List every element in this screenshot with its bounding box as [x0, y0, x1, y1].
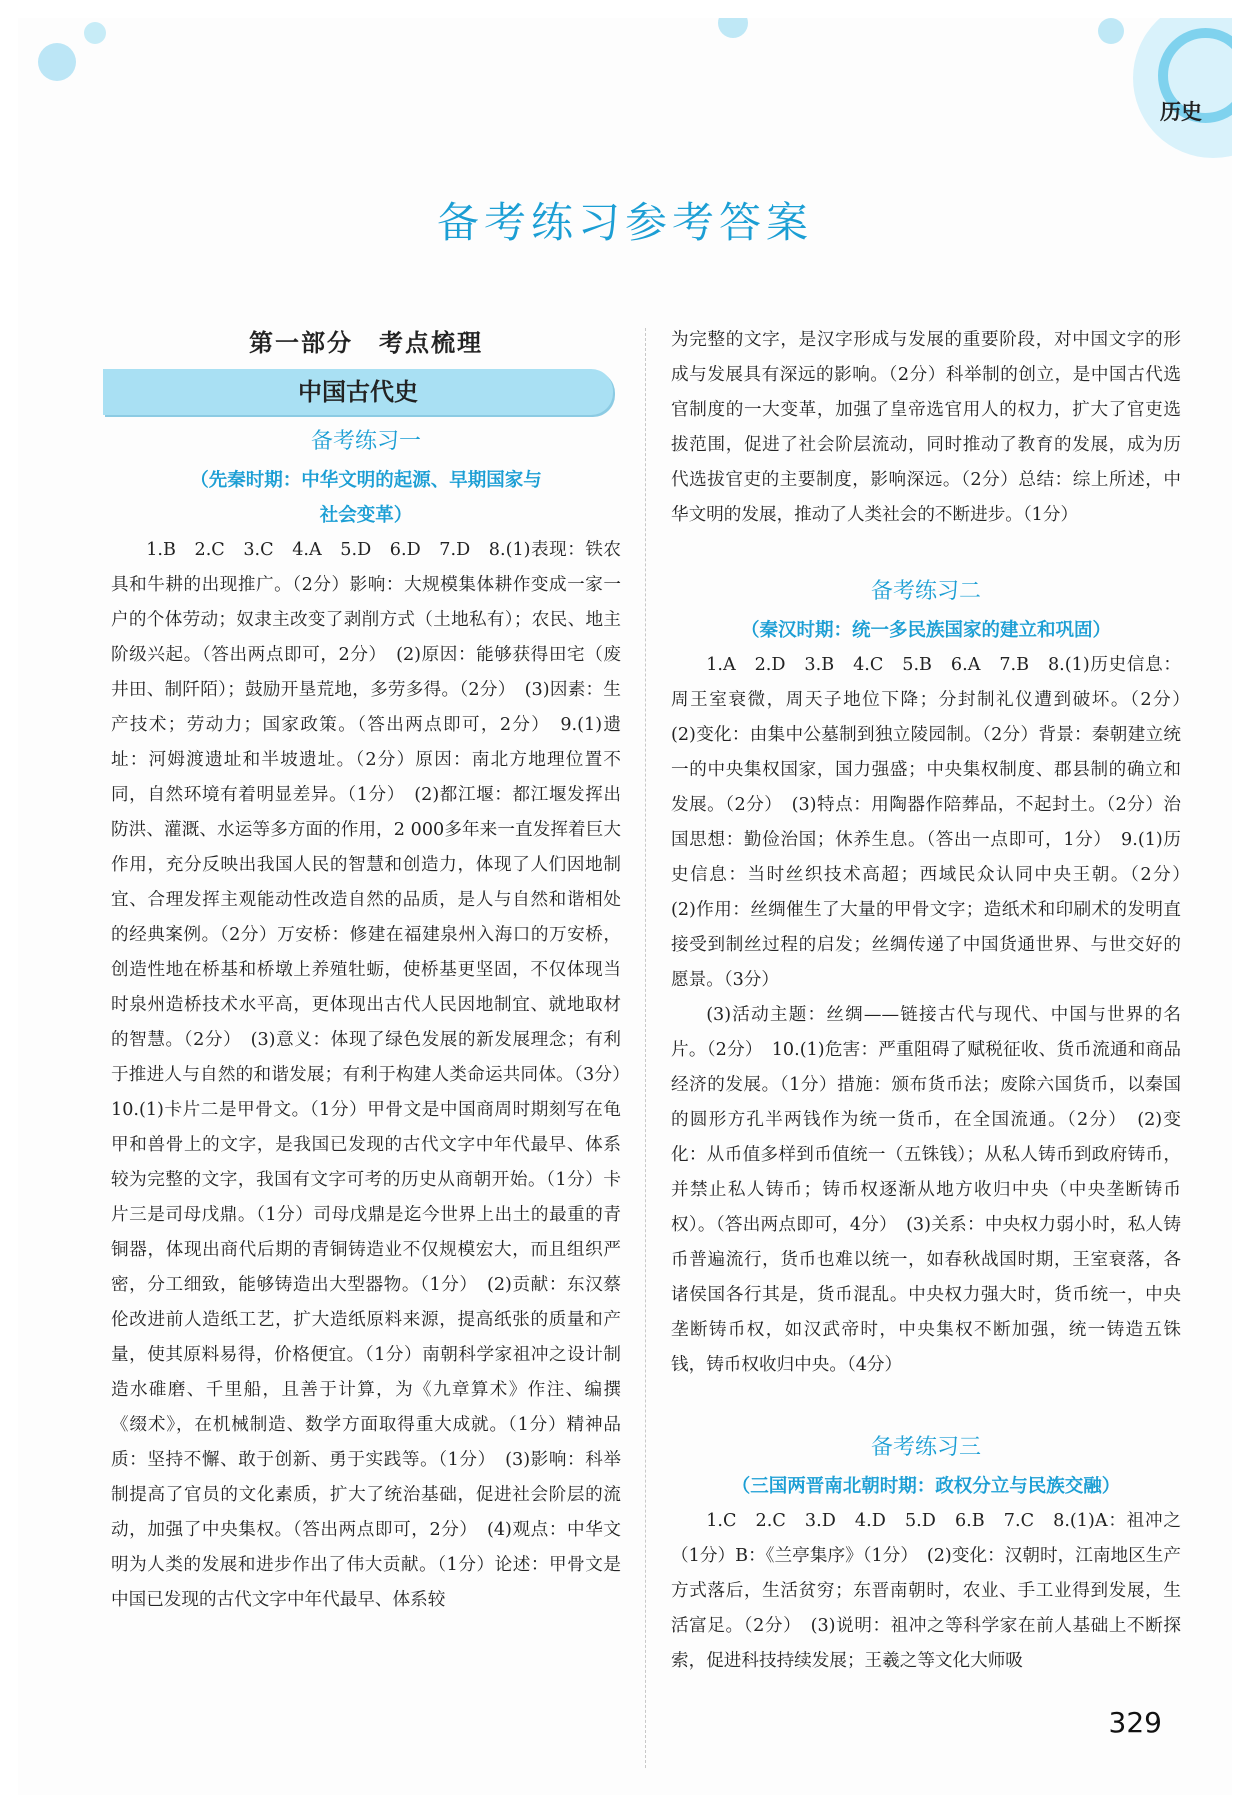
section-band: 中国古代史: [103, 369, 613, 415]
answer-text: 1.B 2.C 3.C 4.A 5.D 6.D 7.D 8.(1)表现：铁农具和牛耕的出现推广。（2分）影响：大规模集体耕作变成一家一户的个体劳动；奴隶主改变了剥削方式（土地私有）；农民、地主阶级兴起。（答出两点即可，2分） (2)原因：能够获得田宅（废井田、制阡陌）；鼓励开垦荒地，多劳多得。（2分） (3)因素：生产技术；劳动力；国家政策。（答出两点即可，2分） 9.(1)遗址：河姆渡遗址和半坡遗址。（2分）原因：南北方地理位置不同，自然环境有着明显差异。（1分） (2)都江堰：都江堰发挥出防洪、灌溉、水运等多方面的作用，2 000多年来一直发挥着巨大作用，充分反映出我国人民的智慧和创造力，体现了人们因地制宜、合理发挥主观能动性改造自然的品质，是人与自然和谐相处的经典案例。（2分）万安桥：修建在福建泉州入海口的万安桥，创造性地在桥基和桥墩上养殖牡蛎，使桥基更坚固，不仅体现当时泉州造桥技术水平高，更体现出古代人民因地制宜、就地取材的智慧。（2分） (3)意义：体现了绿色发展的新发展理念；有利于推进人与自然的和谐发展；有利于构建人类命运共同体。（3分） 10.(1)卡片二是甲骨文。（1分）甲骨文是中国商周时期刻写在龟甲和兽骨上的文字，是我国已发现的古代文字中年代最早、体系较为完整的文字，我国有文字可考的历史从商朝开始。（1分）卡片三是司母戊鼎。（1分）司母戊鼎是迄今世界上出土的最重的青铜器，体现出商代后期的青铜铸造业不仅规模宏大，而且组织严密，分工细致，能够铸造出大型器物。（1分） (2)贡献：东汉蔡伦改进前人造纸工艺，扩大造纸原料来源，提高纸张的质量和产量，使其原料易得，价格便宜。（1分）南朝科学家祖冲之设计制造水碓磨、千里船，且善于计算，为《九章算术》作注、编撰《缀术》，在机械制造、数学方面取得重大成就。（1分）精神品质：坚持不懈、敢于创新、勇于实践等。（1分） (3)影响：科举制提高了官员的文化素质，扩大了统治基础，促进社会阶层的流动，加强了中央集权。（答出两点即可，2分） (4)观点：中华文明为人类的发展和进步作出了伟大贡献。（1分）论述：甲骨文是中国已发现的古代文字中年代最早、体系较: [111, 540, 639, 1610]
decorative-circle: [1098, 18, 1124, 44]
exercise-subtitle-line: （先秦时期：中华文明的起源、早期国家与: [190, 470, 542, 491]
answer-text: 为完整的文字，是汉字形成与发展的重要阶段，对中国文字的形成与发展具有深远的影响。（2分）科举制的创立，是中国古代选官制度的一大变革，加强了皇帝选官用人的权力，扩大了官吏选拔范围，促进了社会阶层流动，同时推动了教育的发展，成为历代选拔官吏的主要制度，影响深远。（2分）总结：综上所述，中华文明的发展，推动了人类社会的不断进步。（1分）: [671, 330, 1181, 525]
exercise-subtitle: （三国两晋南北朝时期：政权分立与民族交融）: [731, 1476, 1121, 1497]
left-column: [111, 323, 639, 1618]
exercise-title: 备考练习二: [870, 579, 981, 604]
page-number: 329: [1108, 1706, 1162, 1739]
page-title: 备考练习参考答案: [436, 198, 813, 247]
exercise-subtitle: （秦汉时期：统一多民族国家的建立和巩固）: [740, 620, 1111, 641]
decorative-circle: [38, 43, 76, 81]
exercise-subtitle: [111, 463, 621, 533]
document-page: [18, 18, 1232, 1795]
answer-text: (3)活动主题：丝绸——链接古代与现代、中国与世界的名片。（2分） 10.(1)危害：严重阻碍了赋税征收、货币流通和商品经济的发展。（1分）措施：颁布货币法；废除六国货币，以秦国的圆形方孔半两钱作为统一货币，在全国流通。（2分） (2)变化：从币值多样到币值统一（五铢钱）；从私人铸币到政府铸币，并禁止私人铸币；铸币权逐渐从地方收归中央（中央垄断铸币权）。（答出两点即可，4分） (3)关系：中央权力弱小时，私人铸币普遍流行，货币也难以统一，如春秋战国时期，王室衰落，各诸侯国各行其是，货币混乱。中央权力强大时，货币统一，中央垄断铸币权，如汉武帝时，中央集权不断加强，统一铸造五铢钱，铸币权收归中央。（4分）: [671, 1005, 1181, 1375]
exercise-subtitle-line: 社会变革）: [319, 505, 413, 526]
exercise-title: 备考练习三: [870, 1435, 981, 1460]
answer-text: 1.C 2.C 3.D 4.D 5.D 6.B 7.C 8.(1)A：祖冲之（1分）B：《兰亭集序》（1分） (2)变化：汉朝时，江南地区生产方式落后，生活贫穷；东晋南朝时，农业、手工业得到发展，生活富足。（2分） (3)说明：祖冲之等科学家在前人基础上不断探索，促进科技持续发展；王羲之等文化大师吸: [671, 1511, 1181, 1671]
column-divider: [645, 328, 646, 1768]
answer-text: 1.A 2.D 3.B 4.C 5.B 6.A 7.B 8.(1)历史信息：周王室衰微，周天子地位下降；分封制礼仪遭到破坏。（2分） (2)变化：由集中公墓制到独立陵园制。（2分）背景：秦朝建立统一的中央集权国家，国力强盛；中央集权制度、郡县制的确立和发展。（2分） (3)特点：用陶器作陪葬品，不起封土。（2分）治国思想：勤俭治国；休养生息。（答出一点即可，1分） 9.(1)历史信息：当时丝织技术高超；西域民众认同中央王朝。（2分） (2)作用：丝绸催生了大量的甲骨文字；造纸术和印刷术的发明直接受到制丝过程的启发；丝绸传递了中国货通世界、与世交好的愿景。（3分）: [671, 655, 1199, 990]
right-column: [671, 323, 1199, 1679]
subject-label: 历史: [1160, 99, 1202, 124]
part-title: 第一部分 考点梳理: [249, 328, 483, 357]
decorative-circle: [84, 22, 106, 44]
exercise-title: 备考练习一: [310, 429, 421, 454]
decorative-circle: [718, 18, 748, 38]
